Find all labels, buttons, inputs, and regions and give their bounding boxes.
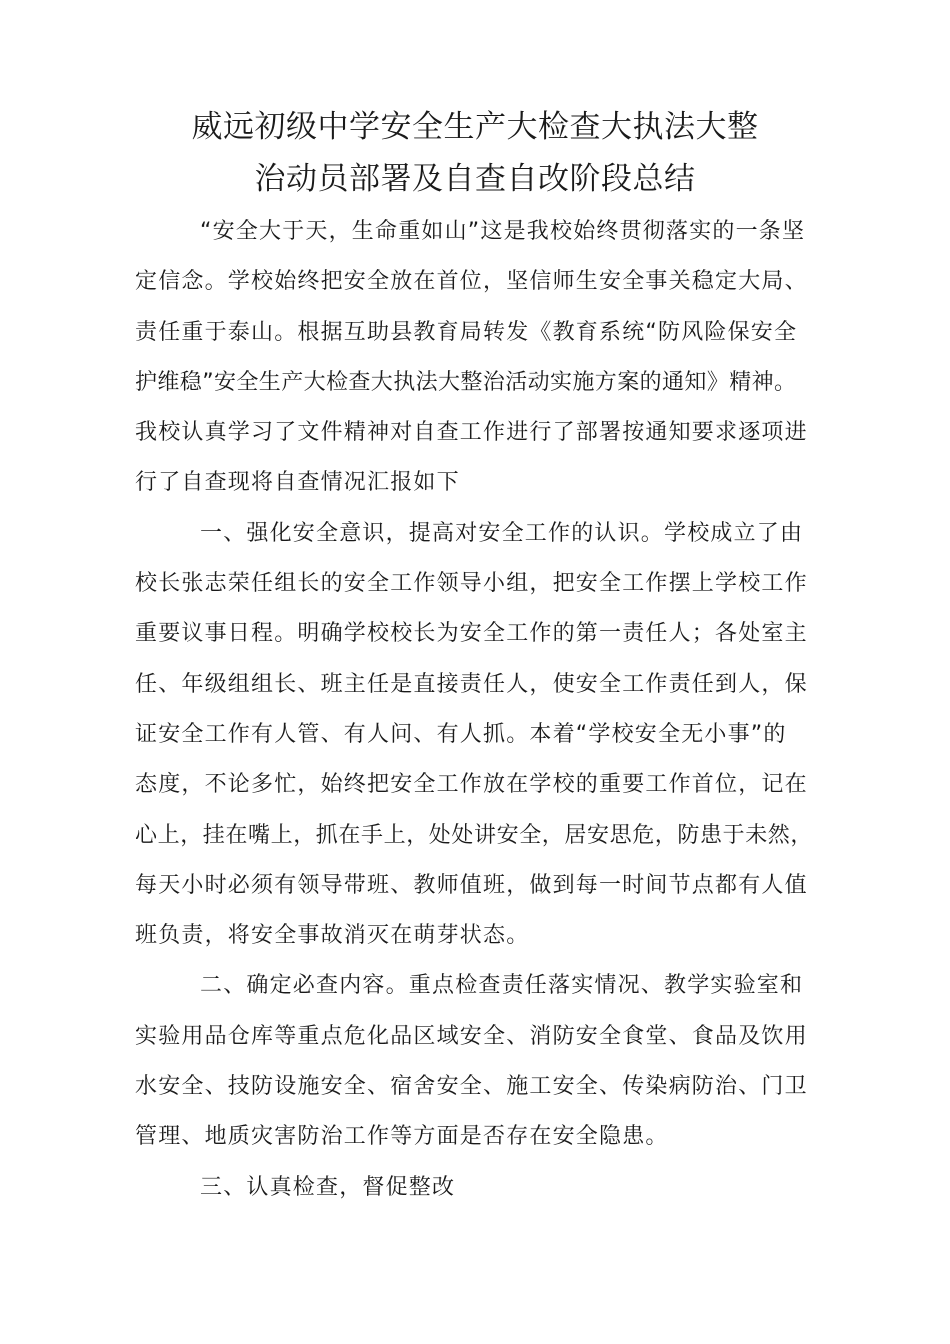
- paragraph-line: 水安全、技防设施安全、宿舍安全、施工安全、传染病防治、门卫: [135, 1074, 808, 1100]
- paragraph-line: 行了自查现将自查情况汇报如下: [135, 470, 460, 496]
- paragraph-line: 态度，不论多忙，始终把安全工作放在学校的重要工作首位，记在: [135, 772, 808, 798]
- paragraph-line: 定信念。学校始终把安全放在首位，坚信师生安全事关稳定大局、: [135, 269, 808, 295]
- paragraph-line: 责任重于泰山。根据互助县教育局转发《教育系统“防风险保安全: [135, 319, 798, 345]
- paragraph-line: 实验用品仓库等重点危化品区域安全、消防安全食堂、食品及饮用: [135, 1023, 808, 1049]
- paragraph-line: 每天小时必须有领导带班、教师值班，做到每一时间节点都有人值: [135, 872, 808, 898]
- paragraph-line: 三、认真检查，督促整改: [200, 1174, 456, 1200]
- paragraph-line: 班负责，将安全事故消灭在萌芽状态。: [135, 923, 530, 949]
- paragraph-line: 任、年级组组长、班主任是直接责任人，使安全工作责任到人，保: [135, 671, 808, 697]
- paragraph-line: 心上，挂在嘴上，抓在手上，处处讲安全，居安思危，防患于未然，: [135, 822, 814, 848]
- paragraph-line: 我校认真学习了文件精神对自查工作进行了部署按通知要求逐项进: [135, 420, 808, 446]
- document-title-line-1: 威远初级中学安全生产大检查大执法大整: [191, 109, 759, 145]
- paragraph-line: 二、确定必查内容。重点检查责任落实情况、教学实验室和: [200, 973, 804, 999]
- paragraph-line: 管理、地质灾害防治工作等方面是否存在安全隐患。: [135, 1124, 669, 1150]
- paragraph-line: “安全大于天，生命重如山”这是我校始终贯彻落实的一条坚: [200, 219, 806, 244]
- paragraph-section-1: [135, 509, 835, 962]
- paragraph-line: 一、强化安全意识，提高对安全工作的认识。学校成立了由: [200, 520, 804, 546]
- document-body: [135, 207, 835, 1213]
- document-title-line-2: 治动员部署及自查自改阶段总结: [254, 161, 696, 197]
- paragraph-intro: [135, 207, 835, 509]
- paragraph-line: 护维稳”安全生产大检查大执法大整治活动实施方案的通知》精神。: [135, 369, 797, 395]
- paragraph-line: 证安全工作有人管、有人问、有人抓。本着“学校安全无小事”的: [135, 721, 787, 747]
- paragraph-section-2: [135, 961, 835, 1162]
- paragraph-line: 校长张志荣任组长的安全工作领导小组，把安全工作摆上学校工作: [135, 571, 808, 597]
- paragraph-line: 重要议事日程。明确学校校长为安全工作的第一责任人；各处室主: [135, 621, 808, 647]
- paragraph-section-3-heading: [135, 1163, 835, 1213]
